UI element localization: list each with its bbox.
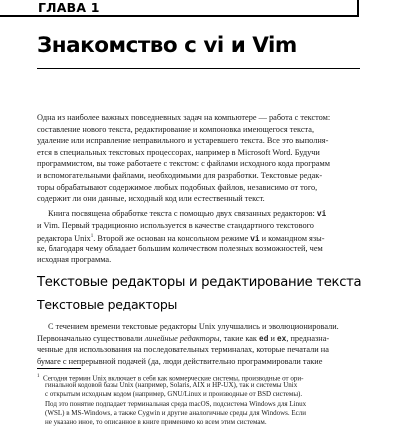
text-line: С течением времени текстовые редакторы Unix улучшались и эволюционировали. — [48, 322, 339, 331]
text-line: программистом, вы тоже работаете с текстом: с файлами исходного кода программ — [37, 159, 330, 169]
text-line: содержит ли они данные, исходный код или естественный текст. — [37, 194, 265, 204]
footnote-rule — [37, 368, 81, 369]
text-line: Первоначально существовали линейные редакторы, такие как ed и ex, предназна- — [37, 333, 330, 344]
intro-paragraph — [37, 112, 360, 205]
chapter-label: ГЛАВА 1 — [38, 0, 100, 15]
text-line: Книга посвящена обработке текста с помощью двух связанных редакторов: vi — [48, 209, 327, 219]
text-line: торы обрабатывают содержимое любых подобных файлов, независимо от того, — [37, 182, 318, 192]
footnote-line: $^1$ Сегодня термин Unix включает в себя как коммерческие системы, производные от ори- — [37, 374, 304, 383]
text-line: редактора Unix$^1$. Второй же основан на консольном режиме vi и командном язы- — [37, 233, 325, 244]
third-paragraph — [37, 321, 360, 367]
footnote-line: не указано иное, то описанное в книге применимо ко всем этим системам. — [45, 417, 267, 426]
chapter-title: Знакомство с vi и Vim — [37, 33, 297, 58]
footnote-line: с открытым исходным кодом (например, GNU/Linux и производные от BSD системы). — [45, 390, 303, 399]
footnote-line: Под это понятие подпадает терминальная среда macOS, подсистема Windows для Linux — [45, 399, 307, 408]
section-heading: Текстовые редакторы и редактирование текста — [37, 275, 362, 290]
footnote-line: (WSL) в MS-Windows, а также Cygwin и другие аналогичные среды для Windows. Если — [45, 408, 307, 417]
text-line: ется в специальных текстовых процессорах, например в Microsoft Word. Будучи — [37, 147, 320, 157]
footnote-line: гинальной кодовой базы Unix (например, Solaris, AIX и HP-UX), так и системы Unix — [45, 381, 298, 390]
text-line: ченные для использования на последовательных терминалах, которые печатали на — [37, 345, 329, 355]
text-line: и вспомогательными файлами, необходимыми для разработки. Текстовые редак- — [37, 170, 323, 180]
footnote-ref: 1 — [90, 234, 94, 240]
text-line: составление нового текста, редактирование и компоновка имеющегося текста, — [37, 124, 315, 134]
text-line: и Vim. Первый традиционно используется в качестве стандартного текстового — [37, 220, 314, 230]
text-line: удаление или исправление неправильного и устаревшего текста. Все это выполня- — [37, 136, 329, 146]
text-line: ке, благодаря чему обладает большим количеством полезных возможностей, чем — [37, 243, 323, 253]
text-line: Одна из наиболее важных повседневных задач на компьютере — работа с текстом: — [37, 113, 331, 122]
second-paragraph — [37, 208, 360, 266]
text-line: исходная программа. — [37, 255, 112, 265]
footnote — [37, 372, 360, 427]
text-line: бумаге с непрерывной подачей (да, люди действительно программировали такие — [37, 356, 323, 366]
subsection-heading: Текстовые редакторы — [37, 297, 178, 312]
title-rule — [37, 68, 360, 69]
